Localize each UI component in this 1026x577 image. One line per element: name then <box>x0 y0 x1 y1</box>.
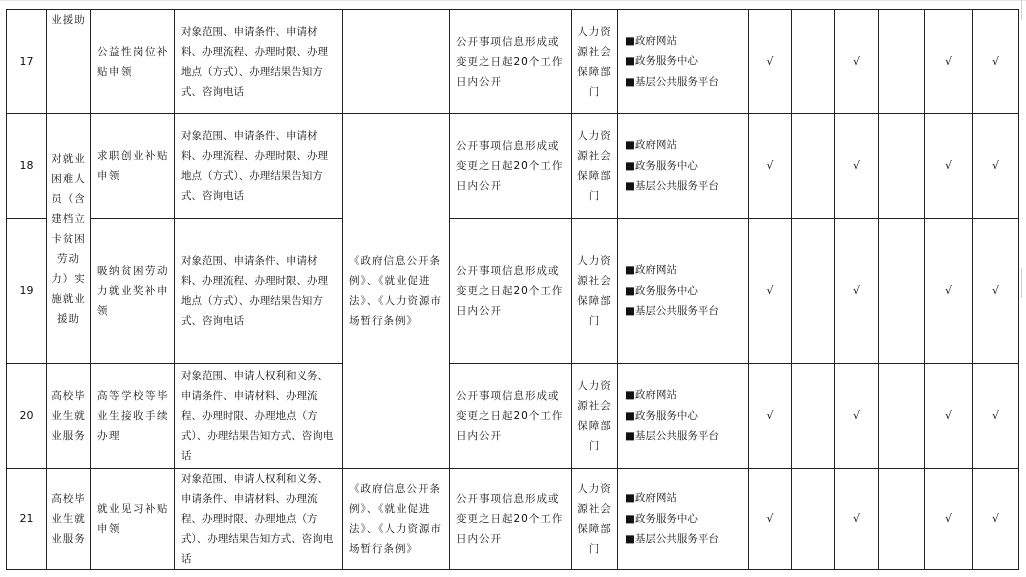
check-mark: √ <box>835 219 879 364</box>
channel-grassroots-platform: ■基层公共服务平台 <box>625 75 719 88</box>
page-top-edge <box>0 0 1026 1</box>
disclosure-content: 对象范围、申请条件、申请材料、办理流程、办理时限、办理地点（方式）、办理结果告知方式、咨询电话 <box>175 219 343 364</box>
empty-cell <box>879 10 925 114</box>
disclosure-table <box>6 9 1019 570</box>
item-name: 高等学校等毕业生接收手续办理 <box>91 364 175 469</box>
row-number: 17 <box>7 10 47 114</box>
row-number: 21 <box>7 469 47 570</box>
channel-gov-website: ■政府网站 <box>625 139 677 152</box>
disclosure-basis: 《政府信息公开条例》、《就业促进法》、《人力资源市场暂行条例》 <box>343 114 450 469</box>
empty-cell <box>792 469 835 570</box>
check-mark: √ <box>749 10 792 114</box>
channel-gov-website: ■政府网站 <box>625 264 677 277</box>
empty-cell <box>792 219 835 364</box>
disclosure-dept: 人力资源社会保障部门 <box>572 364 618 469</box>
row-number: 18 <box>7 114 47 219</box>
disclosure-time: 公开事项信息形成或变更之日起20个工作日内公开 <box>450 10 572 114</box>
item-name: 公益性岗位补贴申领 <box>91 10 175 114</box>
disclosure-dept: 人力资源社会保障部门 <box>572 10 618 114</box>
empty-cell <box>792 364 835 469</box>
empty-cell <box>792 114 835 219</box>
channel-grassroots-platform: ■基层公共服务平台 <box>625 305 719 318</box>
channel-service-center: ■政务服务中心 <box>625 159 698 172</box>
item-name: 就业见习补贴申领 <box>91 469 175 570</box>
check-mark: √ <box>925 219 973 364</box>
disclosure-content: 对象范围、申请条件、申请材料、办理流程、办理时限、办理地点（方式）、办理结果告知方式、咨询电话 <box>175 10 343 114</box>
check-mark: √ <box>835 114 879 219</box>
check-mark: √ <box>749 364 792 469</box>
disclosure-content: 对象范围、申请人权利和义务、申请条件、申请材料、办理流程、办理时限、办理地点（方式）、办理结果告知方式、咨询电话 <box>175 364 343 469</box>
check-mark: √ <box>835 364 879 469</box>
check-mark: √ <box>925 10 973 114</box>
table-row <box>7 114 1019 219</box>
disclosure-channels <box>618 114 749 219</box>
channel-service-center: ■政务服务中心 <box>625 55 698 68</box>
disclosure-dept: 人力资源社会保障部门 <box>572 469 618 570</box>
check-mark: √ <box>749 114 792 219</box>
disclosure-content: 对象范围、申请人权利和义务、申请条件、申请材料、办理流程、办理时限、办理地点（方式）、办理结果告知方式、咨询电话 <box>175 469 343 570</box>
item-name: 吸纳贫困劳动力就业奖补申领 <box>91 219 175 364</box>
empty-cell <box>879 114 925 219</box>
sub-category: 高校毕业生就业服务 <box>47 364 91 469</box>
check-mark: √ <box>925 364 973 469</box>
check-mark: √ <box>835 10 879 114</box>
disclosure-time: 公开事项信息形成或变更之日起20个工作日内公开 <box>450 469 572 570</box>
empty-cell <box>879 469 925 570</box>
check-mark: √ <box>835 469 879 570</box>
page-margin-mark <box>1021 0 1022 20</box>
check-mark: √ <box>973 219 1019 364</box>
disclosure-channels <box>618 469 749 570</box>
empty-cell <box>879 364 925 469</box>
table-row <box>7 10 1019 114</box>
channel-grassroots-platform: ■基层公共服务平台 <box>625 430 719 443</box>
item-name: 求职创业补贴申领 <box>91 114 175 219</box>
check-mark: √ <box>749 219 792 364</box>
channel-service-center: ■政务服务中心 <box>625 512 698 525</box>
table-row <box>7 364 1019 469</box>
disclosure-time: 公开事项信息形成或变更之日起20个工作日内公开 <box>450 364 572 469</box>
channel-gov-website: ■政府网站 <box>625 389 677 402</box>
check-mark: √ <box>973 114 1019 219</box>
sub-category: 业援助 <box>47 10 91 114</box>
table-row <box>7 469 1019 570</box>
sub-category: 高校毕业生就业服务 <box>47 469 91 570</box>
channel-gov-website: ■政府网站 <box>625 492 677 505</box>
check-mark: √ <box>973 469 1019 570</box>
row-number: 19 <box>7 219 47 364</box>
disclosure-dept: 人力资源社会保障部门 <box>572 114 618 219</box>
empty-cell <box>792 10 835 114</box>
disclosure-channels <box>618 10 749 114</box>
disclosure-content: 对象范围、申请条件、申请材料、办理流程、办理时限、办理地点（方式）、办理结果告知方式、咨询电话 <box>175 114 343 219</box>
table-row <box>7 219 1019 364</box>
disclosure-time: 公开事项信息形成或变更之日起20个工作日内公开 <box>450 219 572 364</box>
channel-service-center: ■政务服务中心 <box>625 409 698 422</box>
check-mark: √ <box>973 10 1019 114</box>
channel-gov-website: ■政府网站 <box>625 34 677 47</box>
check-mark: √ <box>973 364 1019 469</box>
row-number: 20 <box>7 364 47 469</box>
check-mark: √ <box>749 469 792 570</box>
disclosure-channels <box>618 219 749 364</box>
disclosure-basis <box>343 10 450 114</box>
disclosure-time: 公开事项信息形成或变更之日起20个工作日内公开 <box>450 114 572 219</box>
channel-service-center: ■政务服务中心 <box>625 284 698 297</box>
check-mark: √ <box>925 114 973 219</box>
channel-grassroots-platform: ■基层公共服务平台 <box>625 180 719 193</box>
page-margin-mark <box>1021 268 1022 298</box>
disclosure-channels <box>618 364 749 469</box>
sub-category: 对就业困难人员（含建档立卡贫困劳动力）实施就业援助 <box>47 114 91 364</box>
disclosure-basis: 《政府信息公开条例》、《就业促进法》、《人力资源市场暂行条例》 <box>343 469 450 570</box>
channel-grassroots-platform: ■基层公共服务平台 <box>625 533 719 546</box>
empty-cell <box>879 219 925 364</box>
check-mark: √ <box>925 469 973 570</box>
disclosure-dept: 人力资源社会保障部门 <box>572 219 618 364</box>
